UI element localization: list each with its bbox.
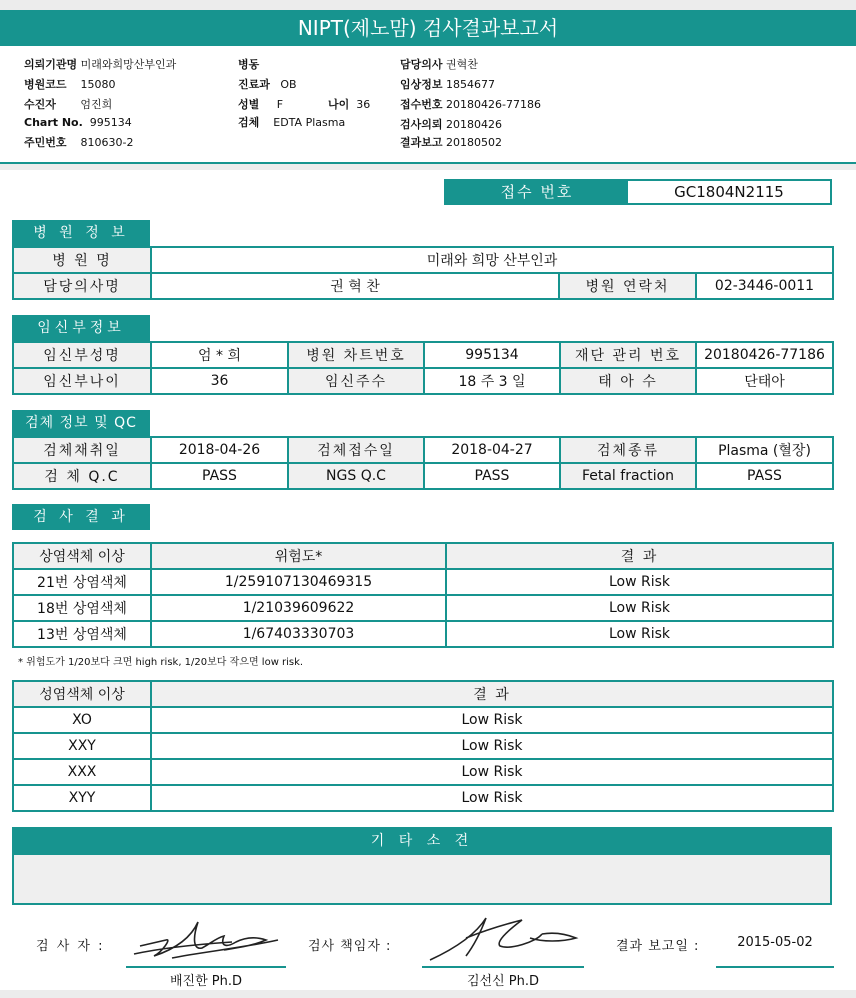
manager-sign-line bbox=[422, 966, 584, 968]
section-results: 검 사 결 과 bbox=[12, 504, 150, 530]
ngs-qc-label: NGS Q.C bbox=[288, 463, 424, 489]
sex-row-type: XO bbox=[13, 707, 151, 733]
header-request-date: 검사의뢰 20180426 bbox=[400, 118, 503, 131]
manager-label: 검사 책임자 : bbox=[308, 939, 392, 954]
doctor-name-label: 담당의사명 bbox=[13, 273, 151, 299]
sex-row-result: Low Risk bbox=[151, 759, 833, 785]
risk-note: * 위험도가 1/20보다 크면 high risk, 1/20보다 작으면 low risk. bbox=[18, 657, 304, 668]
header-hospital-name: 의뢰기관명 미래와희망산부인과 bbox=[24, 58, 177, 71]
remarks-body bbox=[12, 855, 832, 905]
chart-no-value: 995134 bbox=[424, 342, 560, 368]
hospital-table bbox=[12, 246, 834, 300]
header-age: 나이 36 bbox=[328, 98, 371, 111]
gestation-weeks-value: 18 주 3 일 bbox=[424, 368, 560, 394]
section-hospital: 병 원 정 보 bbox=[12, 220, 150, 246]
auto-row-result: Low Risk bbox=[446, 569, 833, 595]
ngs-qc-value: PASS bbox=[424, 463, 560, 489]
report-date-label: 결과 보고일 : bbox=[616, 939, 700, 954]
receipt-label: 접수 번호 bbox=[446, 181, 628, 203]
mgmt-no-label: 재단 관리 번호 bbox=[560, 342, 696, 368]
specimen-qc-value: PASS bbox=[151, 463, 288, 489]
collect-date-label: 검체채취일 bbox=[13, 437, 151, 463]
sex-header-result: 결 과 bbox=[151, 681, 833, 707]
report-date-value: 2015-05-02 bbox=[737, 935, 813, 950]
header-ward: 병동 bbox=[238, 58, 260, 71]
tester-name: 배진한 Ph.D bbox=[169, 974, 243, 989]
section-specimen: 검체 정보 및 QC bbox=[12, 410, 150, 436]
hospital-contact-label: 병원 연락처 bbox=[559, 273, 696, 299]
receipt-box bbox=[444, 179, 832, 205]
receipt-value: GC1804N2115 bbox=[674, 183, 784, 201]
auto-row-result: Low Risk bbox=[446, 621, 833, 647]
patient-name-label: 임신부성명 bbox=[13, 342, 151, 368]
gestation-weeks-label: 임신주수 bbox=[288, 368, 424, 394]
patient-age-label: 임신부나이 bbox=[13, 368, 151, 394]
fetal-fraction-label: Fetal fraction bbox=[560, 463, 696, 489]
sex-row-type: XYY bbox=[13, 785, 151, 811]
table-row bbox=[13, 733, 833, 759]
mgmt-no-value: 20180426-77186 bbox=[696, 342, 833, 368]
auto-header-risk: 위험도* bbox=[151, 543, 446, 569]
auto-header-type: 상염색체 이상 bbox=[13, 543, 151, 569]
table-row bbox=[13, 621, 833, 647]
header-report-date: 결과보고 20180502 bbox=[400, 136, 503, 149]
autosomal-table bbox=[12, 542, 834, 648]
specimen-type-label: 검체종류 bbox=[560, 437, 696, 463]
auto-header-result: 결 과 bbox=[446, 543, 833, 569]
patient-table bbox=[12, 341, 834, 395]
header-doctor: 담당의사 권혁찬 bbox=[400, 58, 478, 71]
tester-label: 검 사 자 : bbox=[36, 939, 105, 954]
header-hospital-code: 병원코드 15080 bbox=[24, 78, 116, 91]
table-row bbox=[13, 759, 833, 785]
table-row bbox=[13, 707, 833, 733]
sex-row-type: XXX bbox=[13, 759, 151, 785]
manager-signature bbox=[426, 908, 586, 966]
hospital-contact-value: 02-3446-0011 bbox=[696, 273, 833, 299]
specimen-table bbox=[12, 436, 834, 490]
table-row bbox=[13, 595, 833, 621]
chart-no-label: 병원 차트번호 bbox=[288, 342, 424, 368]
header-sex: 성별 F bbox=[238, 98, 284, 111]
section-patient: 임신부정보 bbox=[12, 315, 150, 341]
auto-row-risk: 1/21039609622 bbox=[151, 595, 446, 621]
header-receipt-no: 접수번호 20180426-77186 bbox=[400, 98, 541, 111]
auto-row-risk: 1/67403330703 bbox=[151, 621, 446, 647]
auto-row-chromosome: 18번 상염색체 bbox=[13, 595, 151, 621]
hospital-name-value: 미래와 희망 산부인과 bbox=[151, 247, 833, 273]
auto-row-chromosome: 13번 상염색체 bbox=[13, 621, 151, 647]
section-remarks: 기 타 소 견 bbox=[12, 827, 832, 855]
specimen-qc-label: 검 체 Q.C bbox=[13, 463, 151, 489]
fetus-count-value: 단태아 bbox=[696, 368, 833, 394]
header-dept: 진료과 OB bbox=[238, 78, 297, 91]
tester-signature bbox=[132, 910, 282, 966]
sex-row-result: Low Risk bbox=[151, 707, 833, 733]
header-chart-no: Chart No. 995134 bbox=[24, 116, 132, 129]
manager-name: 김선신 Ph.D bbox=[466, 974, 540, 989]
auto-row-result: Low Risk bbox=[446, 595, 833, 621]
sex-chromosome-table bbox=[12, 680, 834, 812]
patient-age-value: 36 bbox=[151, 368, 288, 394]
sex-row-type: XXY bbox=[13, 733, 151, 759]
receive-date-label: 검체접수일 bbox=[288, 437, 424, 463]
request-header bbox=[0, 46, 856, 164]
sex-row-result: Low Risk bbox=[151, 785, 833, 811]
fetal-fraction-value: PASS bbox=[696, 463, 833, 489]
collect-date-value: 2018-04-26 bbox=[151, 437, 288, 463]
table-row bbox=[13, 785, 833, 811]
patient-name-value: 엄 * 희 bbox=[151, 342, 288, 368]
auto-row-risk: 1/259107130469315 bbox=[151, 569, 446, 595]
report-date-line bbox=[716, 966, 834, 968]
sex-row-result: Low Risk bbox=[151, 733, 833, 759]
doctor-name-value: 권 혁 찬 bbox=[151, 273, 559, 299]
fetus-count-label: 태 아 수 bbox=[560, 368, 696, 394]
auto-row-chromosome: 21번 상염색체 bbox=[13, 569, 151, 595]
header-patient: 수진자 엄진희 bbox=[24, 98, 113, 111]
hospital-name-label: 병 원 명 bbox=[13, 247, 151, 273]
header-clinical-info: 임상정보 1854677 bbox=[400, 78, 496, 91]
table-row bbox=[13, 569, 833, 595]
report-body bbox=[0, 170, 856, 990]
sex-header-type: 성염색체 이상 bbox=[13, 681, 151, 707]
report-title: NIPT(제노맘) 검사결과보고서 bbox=[0, 10, 856, 46]
specimen-type-value: Plasma (혈장) bbox=[696, 437, 833, 463]
tester-sign-line bbox=[126, 966, 286, 968]
receive-date-value: 2018-04-27 bbox=[424, 437, 560, 463]
header-specimen: 검체 EDTA Plasma bbox=[238, 116, 346, 129]
header-resident-no: 주민번호 810630-2 bbox=[24, 136, 134, 149]
